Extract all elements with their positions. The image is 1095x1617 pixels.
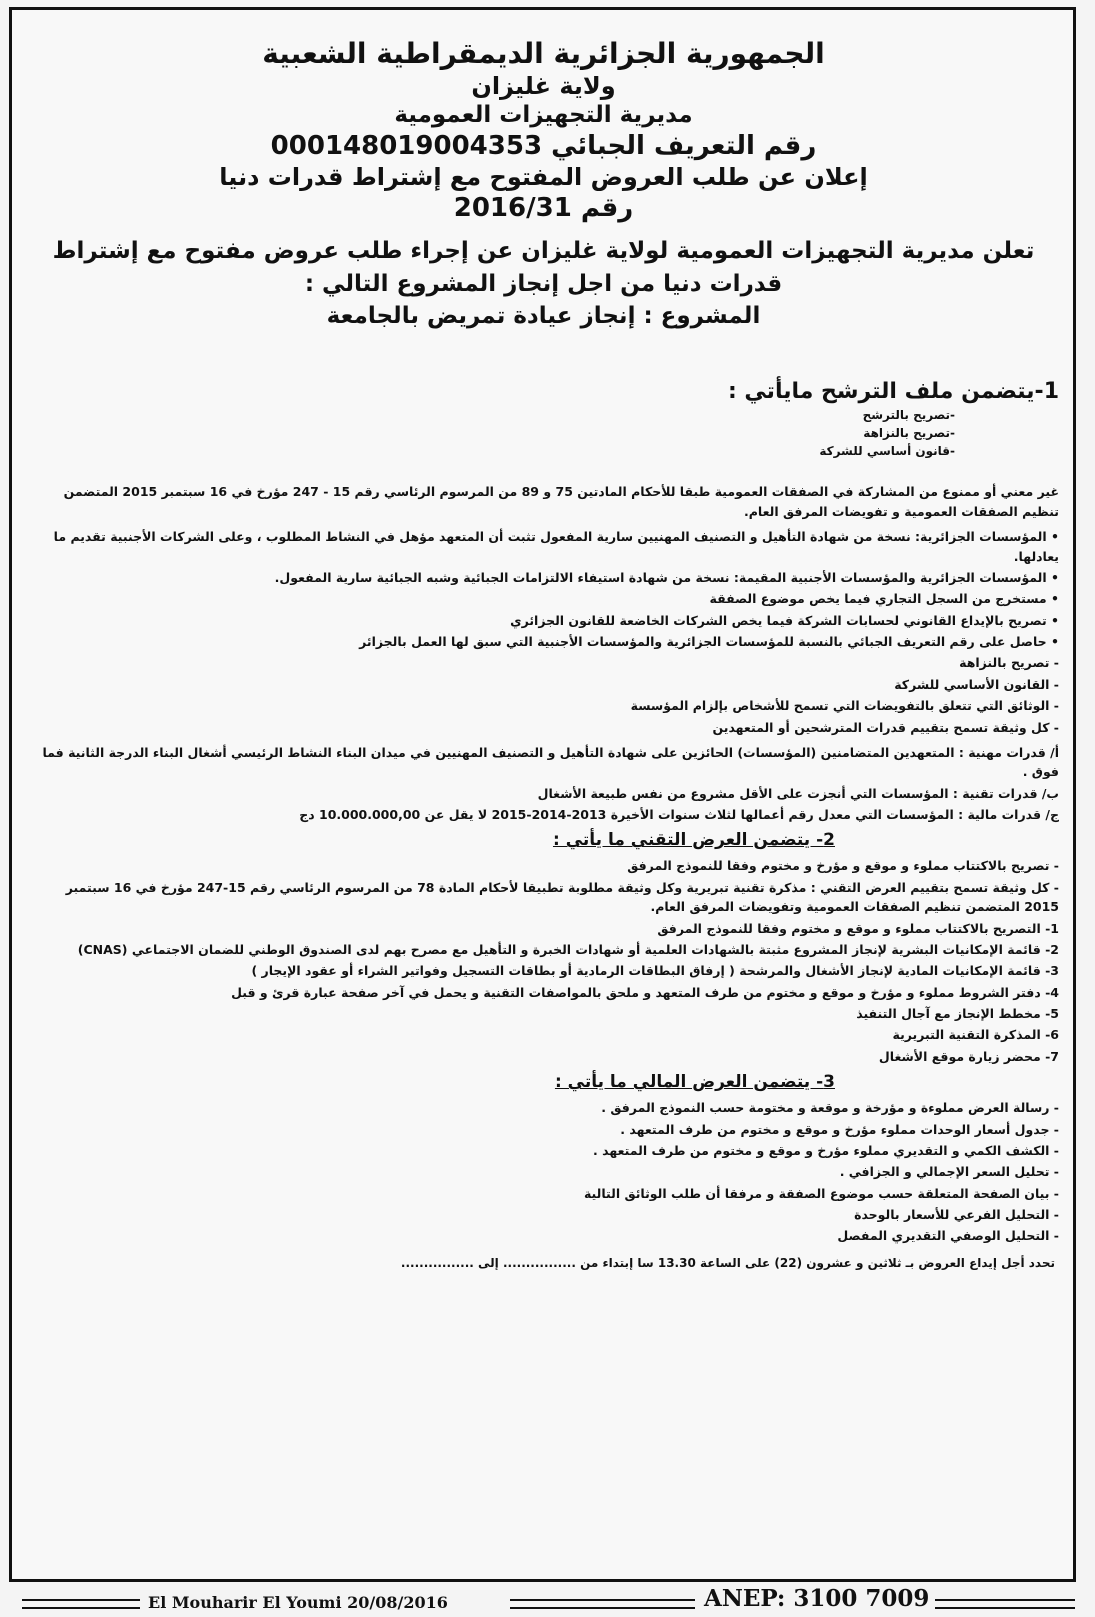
list-item: 5- مخطط الإنجاز مع آجال التنفيذ (856, 1006, 1059, 1022)
section1-sub2: -تصريح بالنزاهة (863, 426, 955, 441)
tender-announcement: إعلان عن طلب العروض المفتوح مع إشتراط قدرات دنيا (219, 163, 868, 192)
list-item: - تحليل السعر الإجمالي و الجزافي . (839, 1164, 1059, 1180)
list-item: أ/ قدرات مهنية : المتعهدين المتضامنين (المؤسسات) الحائزين على شهادة التأهيل و التصنيف المهنيين في ميدان البناء النشاط الرئيسي أشغال البناء الدرجة الثانية فما فوق . (42, 744, 1059, 780)
footer-rule-left (22, 1599, 140, 1609)
legal-paragraph: غير معني أو ممنوع من المشاركة في الصفقات العمومية طبقا للأحكام المادتين 75 و 89 من المرسوم الرئاسي رقم 15 - 247 مؤرخ في 16 سبتمبر 2015 المتضمن تنظيم الصفقات العمومية و تفويضات المرفق العام. (63, 484, 1059, 519)
section1-subitems (22, 406, 955, 460)
list-item: • مستخرج من السجل التجاري فيما يخص موضوع الصفقة (709, 591, 1059, 607)
list-item: 6- المذكرة التقنية التبريرية (892, 1027, 1059, 1043)
section2-title: 2- يتضمن العرض التقني ما يأتي : (552, 830, 835, 851)
footer-rule-right (935, 1599, 1075, 1609)
country-title: الجمهورية الجزائرية الديمقراطية الشعبية (262, 37, 825, 70)
announcement-frame (9, 7, 1076, 1582)
anep-number: ANEP: 3100 7009 (704, 1585, 930, 1612)
list-item: - جدول أسعار الوحدات مملوء مؤرخ و موقع و مختوم من طرف المتعهد . (620, 1121, 1059, 1137)
intro-text: تعلن مديرية التجهيزات العمومية لولاية غليزان عن إجراء طلب عروض مفتوح مع إشتراط قدرات دنيا من اجل إنجاز المشروع التالي : (52, 237, 1035, 298)
list-item: • تصريح بالإيداع القانوني لحسابات الشركة فيما يخص الشركات الخاضعة للقانون الجزائري (510, 612, 1059, 628)
list-item: - التحليل الوصفي التقديري المفصل (837, 1228, 1059, 1244)
list-item: - الوثائق التي تتعلق بالتفويضات التي تسمح للأشخاص بإلزام المؤسسة (630, 698, 1059, 714)
list-item: - بيان الصفحة المتعلقة حسب موضوع الصفقة و مرفقا أن طلب الوثائق التالية (583, 1185, 1059, 1201)
list-item: 1- التصريح بالاكتتاب مملوء و موقع و مختوم وفقا للنموذج المرفق (657, 920, 1059, 936)
announcement-body (22, 20, 1065, 1569)
capabilities-list (28, 743, 1059, 825)
list-item: - التحليل الفرعي للأسعار بالوحدة (854, 1207, 1059, 1223)
list-item: - تصريح بالاكتتاب مملوء و موقع و مؤرخ و مختوم وفقا للنموذج المرفق (627, 858, 1059, 874)
list-item: • المؤسسات الجزائرية: نسخة من شهادة التأهيل و التصنيف المهنيين سارية المفعول تثبت أن المتعهد مؤهل في النشاط المطلوب ، وعلى الشركات الأجنبية تقديم ما يعادلها. (53, 529, 1059, 564)
list-item: - الكشف الكمي و التقديري مملوء مؤرخ و موقع و مختوم من طرف المتعهد . (593, 1142, 1059, 1158)
section1-title: 1-يتضمن ملف الترشح مايأتي : (727, 379, 1059, 405)
newspaper-date: El Mouharir El Youmi 20/08/2016 (148, 1593, 448, 1612)
list-item: ج/ قدرات مالية : المؤسسات التي معدل رقم أعمالها لثلاث سنوات الأخيرة 2013-2014-2015 لا يقل عن 10.000.000,00 دج (299, 807, 1059, 823)
directorate-title: مديرية التجهيزات العمومية (394, 102, 693, 128)
section1-sub3: -قانون أساسي للشركة (819, 444, 955, 459)
list-item: - كل وثيقة تسمح بتقييم العرض التقني : مذكرة تقنية تبريرية وكل وثيقة مطلوبة تطبيقا لأحكام المادة 78 من المرسوم الرئاسي رقم 15-247 مؤرخ في 16 سبتمبر 2015 المتضمن تنظيم الصفقات العمومية وتفويضات المرفق العام. (65, 879, 1059, 915)
section1-sub1: -تصريح بالترشح (862, 408, 955, 423)
list-item: 3- قائمة الإمكانيات المادية لإنجاز الأشغال والمرشحة ( إرفاق البطاقات الرمادية أو بطاقات التسجيل وفواتير الشراء أو عقود الإيجار ) (251, 963, 1059, 979)
list-item: - كل وثيقة تسمح بتقييم قدرات المترشحين أو المتعهدين (712, 719, 1059, 735)
footer-bar (0, 1583, 1095, 1617)
technical-offer-list (28, 856, 1059, 1066)
project-line: المشروع : إنجاز عيادة تمريض بالجامعة (326, 303, 761, 330)
list-item: 2- قائمة الإمكانيات البشرية لإنجاز المشروع مثبتة بالشهادات العلمية أو شهادات الخبرة و التأهيل مع مصرح بهم لدى الصندوق الوطني للضمان الاجتماعي (CNAS) (77, 941, 1059, 957)
list-item: ب/ قدرات تقنية : المؤسسات التي أنجزت على الأقل مشروع من نفس طبيعة الأشغال (537, 785, 1059, 801)
section3-title: 3- يتضمن العرض المالي ما يأتي : (554, 1072, 835, 1093)
footer-rule-middle (510, 1599, 695, 1609)
tender-number: رقم 2016/31 (453, 193, 634, 224)
deadline-text: تحدد أجل إيداع العروض بـ ثلاثين و عشرون (22) على الساعة 13.30 سا إبتداء من ................ إلى ................ (400, 1255, 1055, 1270)
list-item: 4- دفتر الشروط مملوء و مؤرخ و موقع و مختوم من طرف المتعهد و ملحق بالمواصفات التقنية و يحمل في آخر صفحة عبارة قرئ و قبل (231, 984, 1059, 1000)
list-item: - القانون الأساسي للشركة (894, 676, 1059, 692)
financial-offer-list (28, 1098, 1059, 1246)
list-item: 7- محضر زيارة موقع الأشغال (878, 1048, 1059, 1064)
requirements-list (28, 527, 1059, 737)
wilaya-title: ولاية غليزان (471, 72, 616, 100)
list-item: - رسالة العرض مملوءة و مؤرخة و موقعة و مختومة حسب النموذج المرفق . (601, 1100, 1059, 1116)
list-item: • حاصل على رقم التعريف الجبائي بالنسبة للمؤسسات الجزائرية والمؤسسات الأجنبية التي سبق لها العمل بالجزائر (359, 634, 1059, 650)
tax-id: رقم التعريف الجبائي 000148019004353 (270, 130, 817, 161)
list-item: • المؤسسات الجزائرية والمؤسسات الأجنبية المقيمة: نسخة من شهادة استيفاء الالتزامات الجبائية وشبه الجبائية سارية المفعول. (274, 569, 1059, 585)
list-item: - تصريح بالنزاهة (959, 655, 1059, 671)
